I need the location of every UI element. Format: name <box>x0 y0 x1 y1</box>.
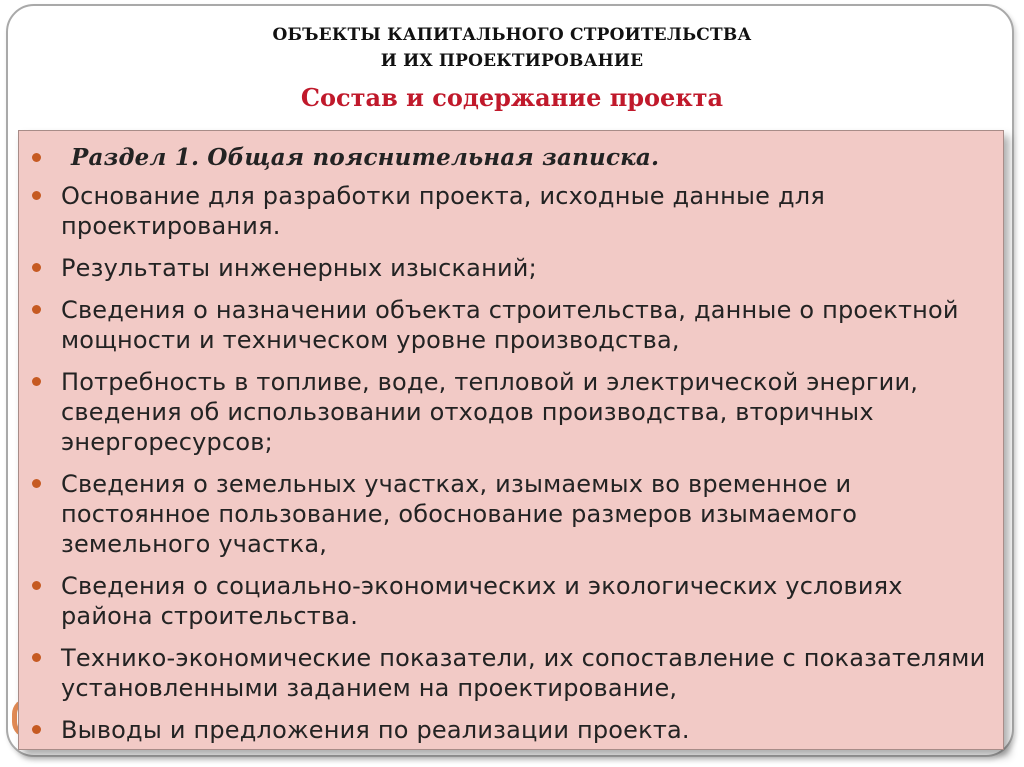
bullet-text: Технико-экономические показатели, их сопоставление с показателями установленными заданием на проектирование, <box>61 644 986 702</box>
bullet-text: Основание для разработки проекта, исходные данные для проектирования. <box>61 182 825 240</box>
bullet-item <box>29 253 989 283</box>
bullet-text: Сведения о земельных участках, изымаемых во временное и постоянное пользование, обоснование размеров изымаемого земельного участка, <box>61 470 858 558</box>
bullet-text: Потребность в топливе, воде, тепловой и электрической энергии, сведения об использовании отходов производства, вторичных энергоресурсов; <box>61 368 919 456</box>
bullet-item <box>29 715 989 745</box>
bullet-text: Сведения о социально-экономических и экологических условиях района строительства. <box>61 572 903 630</box>
bullet-icon <box>32 377 41 386</box>
bullet-text: Сведения о назначении объекта строительства, данные о проектной мощности и техническом уровне производства, <box>61 296 959 354</box>
bullet-text: Результаты инженерных изысканий; <box>61 254 537 282</box>
content-box <box>18 130 1004 750</box>
bullet-icon <box>32 725 41 734</box>
bullet-icon <box>32 479 41 488</box>
slide-subtitle: Состав и содержание проекта <box>300 83 724 112</box>
bullet-text: Раздел 1. Общая пояснительная записка. <box>71 144 660 171</box>
slide-title-line-2: И ИХ ПРОЕКТИРОВАНИЕ <box>380 51 644 71</box>
slide-header <box>0 22 1024 114</box>
slide-title-line-1: ОБЪЕКТЫ КАПИТАЛЬНОГО СТРОИТЕЛЬСТВА <box>272 25 752 45</box>
bullet-icon <box>32 581 41 590</box>
bullet-icon <box>32 305 41 314</box>
bullet-icon <box>32 653 41 662</box>
bullet-item <box>29 181 989 241</box>
bullet-list <box>29 143 989 757</box>
bullet-icon <box>32 191 41 200</box>
bullet-text: Выводы и предложения по реализации проекта. <box>61 716 690 744</box>
bullet-item <box>29 295 989 355</box>
bullet-item-section-title <box>29 143 989 173</box>
bullet-item <box>29 469 989 559</box>
bullet-icon <box>32 263 41 272</box>
bullet-item <box>29 571 989 631</box>
bullet-icon <box>32 153 41 162</box>
bullet-item <box>29 367 989 457</box>
bullet-item <box>29 643 989 703</box>
